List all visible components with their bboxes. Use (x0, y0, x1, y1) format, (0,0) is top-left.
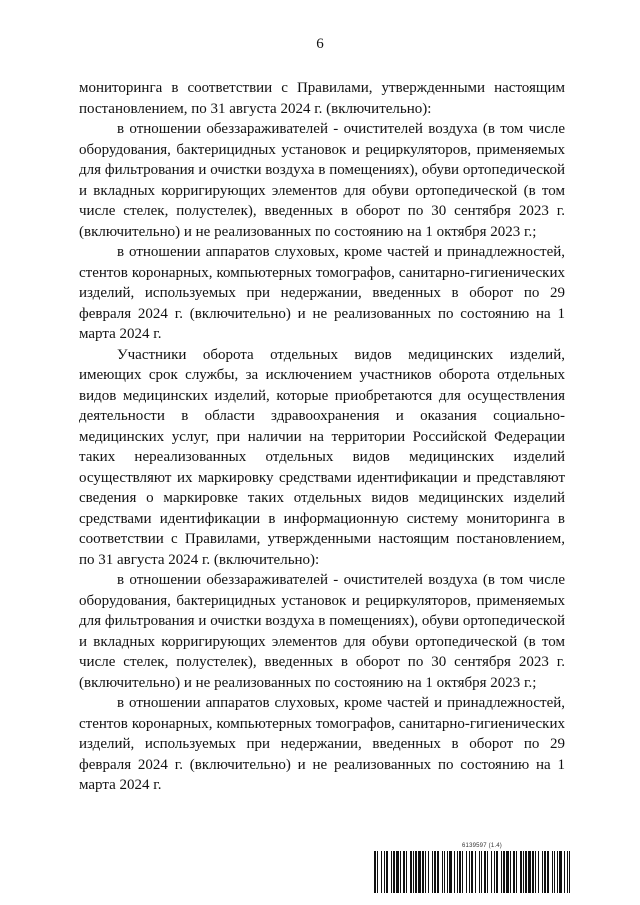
paragraph: в отношении аппаратов слуховых, кроме частей и принадлежностей, стентов коронарных, компьютерных томографов, санитарно-гигиенических изделий, используемых при недержании, введенных в оборот по 29 февраля 2024 г. (включительно) и не реализованных по состоянию на 1 марта 2024 г. (79, 695, 565, 793)
paragraph: в отношении аппаратов слуховых, кроме частей и принадлежностей, стентов коронарных, компьютерных томографов, санитарно-гигиенических изделий, используемых при недержании, введенных в оборот по 29 февраля 2024 г. (включительно) и не реализованных по состоянию на 1 марта 2024 г. (79, 244, 565, 342)
barcode-image (374, 851, 570, 893)
page-number: 6 (316, 36, 324, 52)
paragraph-continuation: мониторинга в соответствии с Правилами, утвержденными настоящим постановлением, по 31 августа 2024 г. (включительно): (79, 80, 565, 117)
paragraph: Участники оборота отдельных видов медицинских изделий, имеющих срок службы, за исключением участников оборота отдельных видов медицинских изделий, которые приобретаются для осуществления деятельности в области здравоохранения и оказания социально-медицинских услуг, при наличии на территории Российской Федерации таких нереализованных отдельных видов медицинских изделий осуществляют их маркировку средствами идентификации и представляют сведения о маркировке таких отдельных видов медицинских изделий средствами идентификации в информационную систему мониторинга в соответствии с Правилами, утвержденными настоящим постановлением, по 31 августа 2024 г. (включительно): (79, 346, 565, 568)
document-barcode (374, 843, 570, 893)
document-body (79, 78, 565, 796)
barcode-code-text: 6139597 (1.4) (462, 843, 502, 849)
paragraph: в отношении обеззараживателей - очистителей воздуха (в том числе оборудования, бактерицидных установок и рециркуляторов, применяемых для фильтрования и очистки воздуха в помещениях), обуви ортопедической и вкладных корригирующих элементов для обуви ортопедической (в том числе стелек, полустелек), введенных в оборот по 30 сентября 2023 г. (включительно) и не реализованных по состоянию на 1 октября 2023 г.; (79, 572, 565, 691)
paragraph: в отношении обеззараживателей - очистителей воздуха (в том числе оборудования, бактерицидных установок и рециркуляторов, применяемых для фильтрования и очистки воздуха в помещениях), обуви ортопедической и вкладных корригирующих элементов для обуви ортопедической (в том числе стелек, полустелек), введенных в оборот по 30 сентября 2023 г. (включительно) и не реализованных по состоянию на 1 октября 2023 г.; (79, 121, 565, 240)
